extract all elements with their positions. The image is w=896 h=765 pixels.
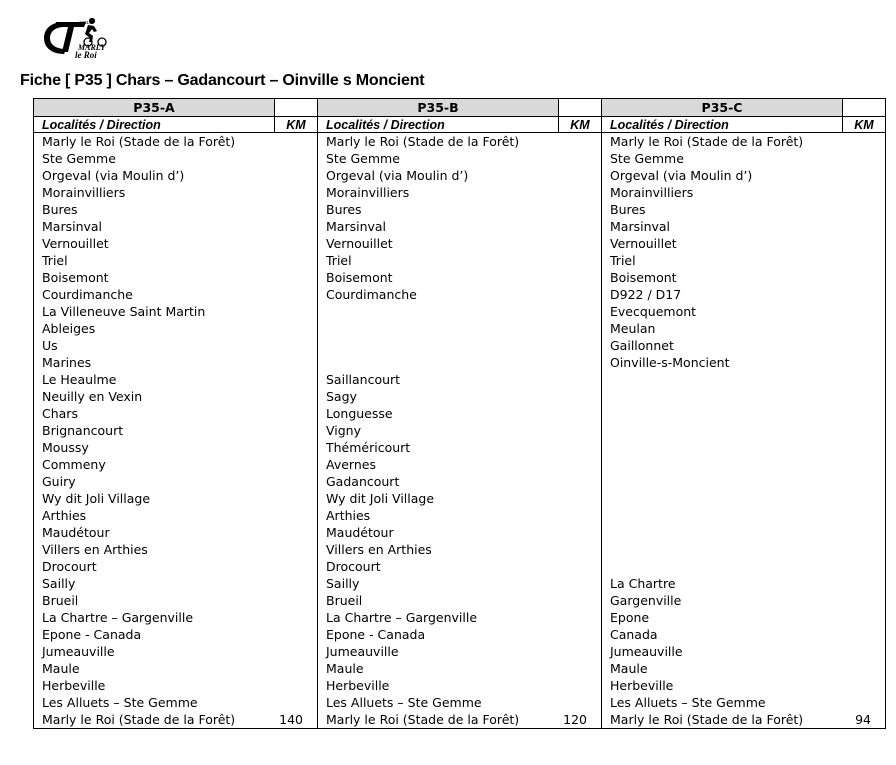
km-cell-p35b	[559, 269, 602, 286]
localite-cell-p35a: Ableiges	[34, 320, 275, 337]
route-table	[33, 98, 886, 729]
localite-cell-p35a: Vernouillet	[34, 235, 275, 252]
localite-cell-p35a: Brueil	[34, 592, 275, 609]
km-cell-p35a	[275, 201, 318, 218]
subheader-localites: Localités / Direction	[602, 117, 843, 133]
km-cell-p35a	[275, 235, 318, 252]
localite-cell-p35b: Marsinval	[318, 218, 559, 235]
table-row	[34, 354, 886, 371]
km-cell-p35c	[843, 286, 886, 303]
localite-cell-p35a: Morainvilliers	[34, 184, 275, 201]
column-header-p35c: P35-C	[602, 99, 843, 117]
km-cell-p35a	[275, 456, 318, 473]
km-cell-p35b	[559, 507, 602, 524]
km-cell-p35c	[843, 354, 886, 371]
km-cell-p35b	[559, 694, 602, 711]
localite-cell-p35a: Marly le Roi (Stade de la Forêt)	[34, 133, 275, 151]
km-cell-p35a	[275, 592, 318, 609]
table-row	[34, 439, 886, 456]
localite-cell-p35c: Vernouillet	[602, 235, 843, 252]
localite-cell-p35b: Epone - Canada	[318, 626, 559, 643]
km-cell-p35c	[843, 609, 886, 626]
total-km-p35c: 94	[843, 711, 886, 729]
route-body	[34, 133, 886, 729]
localite-cell-p35a: Guiry	[34, 473, 275, 490]
logo-name-line1: MARLY	[78, 43, 106, 52]
localite-cell-p35c	[602, 541, 843, 558]
km-cell-p35a	[275, 320, 318, 337]
localite-cell-p35b: Wy dit Joli Village	[318, 490, 559, 507]
page-title: Fiche [ P35 ] Chars – Gadancourt – Oinville s Moncient	[20, 72, 425, 89]
localite-cell-p35b: Saillancourt	[318, 371, 559, 388]
km-cell-p35b	[559, 405, 602, 422]
localite-cell-p35b: Triel	[318, 252, 559, 269]
table-row	[34, 558, 886, 575]
localite-cell-p35b	[318, 337, 559, 354]
km-cell-p35c	[843, 524, 886, 541]
km-cell-p35a	[275, 473, 318, 490]
localite-cell-p35b: Longuesse	[318, 405, 559, 422]
subheader-km: KM	[275, 117, 318, 133]
km-cell-p35c	[843, 235, 886, 252]
total-row	[34, 711, 886, 729]
table-row	[34, 643, 886, 660]
km-cell-p35b	[559, 473, 602, 490]
localite-cell-p35b: Sagy	[318, 388, 559, 405]
localite-cell-p35a: Bures	[34, 201, 275, 218]
table-row	[34, 541, 886, 558]
km-cell-p35b	[559, 218, 602, 235]
km-cell-p35a	[275, 609, 318, 626]
localite-cell-p35c: Oinville-s-Moncient	[602, 354, 843, 371]
km-cell-p35b	[559, 286, 602, 303]
localite-cell-p35a: Marines	[34, 354, 275, 371]
localite-cell-p35a: Les Alluets – Ste Gemme	[34, 694, 275, 711]
localite-cell-p35c: Herbeville	[602, 677, 843, 694]
km-cell-p35b	[559, 677, 602, 694]
total-localite-p35c: Marly le Roi (Stade de la Forêt)	[602, 711, 843, 729]
table-row	[34, 473, 886, 490]
km-cell-p35c	[843, 133, 886, 151]
km-cell-p35b	[559, 524, 602, 541]
km-cell-p35b	[559, 643, 602, 660]
km-cell-p35c	[843, 507, 886, 524]
table-row	[34, 150, 886, 167]
table-row	[34, 422, 886, 439]
km-cell-p35a	[275, 286, 318, 303]
logo-name-line2: le Roi	[75, 50, 97, 60]
table-row	[34, 490, 886, 507]
table-row	[34, 235, 886, 252]
km-cell-p35b	[559, 592, 602, 609]
km-cell-p35b	[559, 133, 602, 151]
km-cell-p35a	[275, 541, 318, 558]
localite-cell-p35c	[602, 473, 843, 490]
localite-cell-p35a: Sailly	[34, 575, 275, 592]
localite-cell-p35a: Epone - Canada	[34, 626, 275, 643]
localite-cell-p35c	[602, 490, 843, 507]
localite-cell-p35a: Maule	[34, 660, 275, 677]
localite-cell-p35b: Vernouillet	[318, 235, 559, 252]
km-cell-p35b	[559, 252, 602, 269]
localite-cell-p35b: Brueil	[318, 592, 559, 609]
total-km-p35b: 120	[559, 711, 602, 729]
localite-cell-p35a: Orgeval (via Moulin d’)	[34, 167, 275, 184]
km-cell-p35a	[275, 660, 318, 677]
column-header-p35a: P35-A	[34, 99, 275, 117]
localite-cell-p35c: Orgeval (via Moulin d’)	[602, 167, 843, 184]
km-cell-p35b	[559, 337, 602, 354]
table-row	[34, 218, 886, 235]
localite-cell-p35c: Jumeauville	[602, 643, 843, 660]
localite-cell-p35a: Maudétour	[34, 524, 275, 541]
km-cell-p35b	[559, 388, 602, 405]
km-cell-p35b	[559, 167, 602, 184]
km-cell-p35b	[559, 660, 602, 677]
localite-cell-p35c: Evecquemont	[602, 303, 843, 320]
localite-cell-p35a: Arthies	[34, 507, 275, 524]
localite-cell-p35a: La Chartre – Gargenville	[34, 609, 275, 626]
localite-cell-p35b: Marly le Roi (Stade de la Forêt)	[318, 133, 559, 151]
table-row	[34, 371, 886, 388]
localite-cell-p35c: Gaillonnet	[602, 337, 843, 354]
table-row	[34, 405, 886, 422]
table-row	[34, 184, 886, 201]
localite-cell-p35c: Meulan	[602, 320, 843, 337]
table-row	[34, 133, 886, 151]
localite-cell-p35b: Théméricourt	[318, 439, 559, 456]
localite-cell-p35a: Villers en Arthies	[34, 541, 275, 558]
subheader-localites: Localités / Direction	[318, 117, 559, 133]
localite-cell-p35a: Courdimanche	[34, 286, 275, 303]
km-cell-p35a	[275, 354, 318, 371]
km-cell-p35a	[275, 303, 318, 320]
km-cell-p35c	[843, 592, 886, 609]
column-header-p35b: P35-B	[318, 99, 559, 117]
localite-cell-p35a: Moussy	[34, 439, 275, 456]
km-cell-p35c	[843, 575, 886, 592]
localite-cell-p35c: Les Alluets – Ste Gemme	[602, 694, 843, 711]
km-cell-p35b	[559, 558, 602, 575]
localite-cell-p35a: Boisemont	[34, 269, 275, 286]
total-localite-p35a: Marly le Roi (Stade de la Forêt)	[34, 711, 275, 729]
km-cell-p35b	[559, 541, 602, 558]
km-cell-p35a	[275, 490, 318, 507]
localite-cell-p35c: Gargenville	[602, 592, 843, 609]
localite-cell-p35b	[318, 354, 559, 371]
km-cell-p35c	[843, 626, 886, 643]
localite-cell-p35b	[318, 320, 559, 337]
localite-cell-p35a: Chars	[34, 405, 275, 422]
km-cell-p35a	[275, 184, 318, 201]
table-row	[34, 456, 886, 473]
km-cell-p35c	[843, 371, 886, 388]
km-cell-p35a	[275, 371, 318, 388]
km-cell-p35c	[843, 184, 886, 201]
table-row	[34, 337, 886, 354]
localite-cell-p35c: Maule	[602, 660, 843, 677]
total-km-p35a: 140	[275, 711, 318, 729]
km-cell-p35c	[843, 337, 886, 354]
localite-cell-p35a: Brignancourt	[34, 422, 275, 439]
localite-cell-p35a: Commeny	[34, 456, 275, 473]
localite-cell-p35b: Jumeauville	[318, 643, 559, 660]
table-row	[34, 320, 886, 337]
localite-cell-p35c	[602, 422, 843, 439]
localite-cell-p35c: Morainvilliers	[602, 184, 843, 201]
km-cell-p35a	[275, 524, 318, 541]
localite-cell-p35b: Villers en Arthies	[318, 541, 559, 558]
localite-cell-p35c: Marly le Roi (Stade de la Forêt)	[602, 133, 843, 151]
localite-cell-p35a: La Villeneuve Saint Martin	[34, 303, 275, 320]
km-cell-p35c	[843, 541, 886, 558]
km-cell-p35c	[843, 694, 886, 711]
localite-cell-p35b: Courdimanche	[318, 286, 559, 303]
localite-cell-p35a: Wy dit Joli Village	[34, 490, 275, 507]
km-cell-p35c	[843, 643, 886, 660]
subheader-localites: Localités / Direction	[34, 117, 275, 133]
km-cell-p35b	[559, 371, 602, 388]
table-row	[34, 507, 886, 524]
km-cell-p35a	[275, 388, 318, 405]
localite-cell-p35c: Triel	[602, 252, 843, 269]
localite-cell-p35a: Drocourt	[34, 558, 275, 575]
km-cell-p35c	[843, 660, 886, 677]
localite-cell-p35b	[318, 303, 559, 320]
table-row	[34, 609, 886, 626]
localite-cell-p35c: La Chartre	[602, 575, 843, 592]
km-cell-p35b	[559, 150, 602, 167]
localite-cell-p35b: Vigny	[318, 422, 559, 439]
km-cell-p35a	[275, 626, 318, 643]
localite-cell-p35b: Les Alluets – Ste Gemme	[318, 694, 559, 711]
localite-cell-p35c	[602, 388, 843, 405]
localite-cell-p35b: Orgeval (via Moulin d’)	[318, 167, 559, 184]
localite-cell-p35c: Boisemont	[602, 269, 843, 286]
km-cell-p35a	[275, 133, 318, 151]
logo-year: 1981	[79, 20, 90, 25]
km-cell-p35c	[843, 677, 886, 694]
km-cell-p35a	[275, 337, 318, 354]
localite-cell-p35c	[602, 524, 843, 541]
subheader-km: KM	[559, 117, 602, 133]
km-cell-p35b	[559, 490, 602, 507]
km-cell-p35c	[843, 456, 886, 473]
table-row	[34, 269, 886, 286]
table-row	[34, 575, 886, 592]
km-cell-p35b	[559, 201, 602, 218]
km-cell-p35a	[275, 643, 318, 660]
table-row	[34, 677, 886, 694]
km-cell-p35a	[275, 252, 318, 269]
km-cell-p35c	[843, 490, 886, 507]
km-cell-p35c	[843, 422, 886, 439]
km-cell-p35c	[843, 167, 886, 184]
localite-cell-p35b: Herbeville	[318, 677, 559, 694]
localite-cell-p35c: Marsinval	[602, 218, 843, 235]
km-cell-p35b	[559, 422, 602, 439]
localite-cell-p35b: Avernes	[318, 456, 559, 473]
table-row	[34, 201, 886, 218]
localite-cell-p35a: Triel	[34, 252, 275, 269]
km-cell-p35b	[559, 354, 602, 371]
table-row	[34, 694, 886, 711]
localite-cell-p35b: La Chartre – Gargenville	[318, 609, 559, 626]
km-cell-p35a	[275, 439, 318, 456]
km-cell-p35c	[843, 320, 886, 337]
km-cell-p35c	[843, 201, 886, 218]
km-cell-p35b	[559, 626, 602, 643]
km-cell-p35b	[559, 184, 602, 201]
km-cell-p35c	[843, 558, 886, 575]
subheader-km: KM	[843, 117, 886, 133]
localite-cell-p35b: Sailly	[318, 575, 559, 592]
km-cell-p35c	[843, 150, 886, 167]
localite-cell-p35a: Us	[34, 337, 275, 354]
km-cell-p35b	[559, 320, 602, 337]
km-cell-p35b	[559, 575, 602, 592]
km-cell-p35a	[275, 167, 318, 184]
localite-cell-p35c: Bures	[602, 201, 843, 218]
localite-cell-p35c: Epone	[602, 609, 843, 626]
km-cell-p35b	[559, 235, 602, 252]
km-cell-p35c	[843, 405, 886, 422]
localite-cell-p35b: Morainvilliers	[318, 184, 559, 201]
km-cell-p35c	[843, 269, 886, 286]
table-row	[34, 286, 886, 303]
localite-cell-p35c	[602, 439, 843, 456]
table-row	[34, 388, 886, 405]
localite-cell-p35a: Ste Gemme	[34, 150, 275, 167]
km-cell-p35a	[275, 507, 318, 524]
localite-cell-p35c	[602, 371, 843, 388]
km-cell-p35b	[559, 439, 602, 456]
localite-cell-p35b: Ste Gemme	[318, 150, 559, 167]
km-cell-p35b	[559, 303, 602, 320]
table-row	[34, 626, 886, 643]
localite-cell-p35b: Arthies	[318, 507, 559, 524]
localite-cell-p35c	[602, 456, 843, 473]
km-cell-p35a	[275, 677, 318, 694]
km-cell-p35a	[275, 694, 318, 711]
total-localite-p35b: Marly le Roi (Stade de la Forêt)	[318, 711, 559, 729]
localite-cell-p35c: Ste Gemme	[602, 150, 843, 167]
km-cell-p35a	[275, 422, 318, 439]
table-row	[34, 167, 886, 184]
localite-cell-p35c	[602, 405, 843, 422]
table-row	[34, 592, 886, 609]
km-cell-p35a	[275, 218, 318, 235]
km-cell-p35c	[843, 439, 886, 456]
km-cell-p35b	[559, 456, 602, 473]
km-cell-p35a	[275, 150, 318, 167]
km-cell-p35a	[275, 575, 318, 592]
localite-cell-p35c	[602, 507, 843, 524]
localite-cell-p35a: Neuilly en Vexin	[34, 388, 275, 405]
table-row	[34, 252, 886, 269]
localite-cell-p35a: Herbeville	[34, 677, 275, 694]
localite-cell-p35c: D922 / D17	[602, 286, 843, 303]
table-row	[34, 524, 886, 541]
km-cell-p35a	[275, 405, 318, 422]
km-cell-p35a	[275, 269, 318, 286]
km-cell-p35c	[843, 218, 886, 235]
km-cell-p35c	[843, 252, 886, 269]
table-row	[34, 303, 886, 320]
km-cell-p35c	[843, 303, 886, 320]
localite-cell-p35b: Bures	[318, 201, 559, 218]
localite-cell-p35b: Maule	[318, 660, 559, 677]
localite-cell-p35a: Jumeauville	[34, 643, 275, 660]
localite-cell-p35a: Le Heaulme	[34, 371, 275, 388]
km-cell-p35c	[843, 473, 886, 490]
localite-cell-p35c: Canada	[602, 626, 843, 643]
localite-cell-p35b: Maudétour	[318, 524, 559, 541]
km-cell-p35a	[275, 558, 318, 575]
localite-cell-p35b: Drocourt	[318, 558, 559, 575]
club-logo	[42, 16, 112, 60]
km-cell-p35c	[843, 388, 886, 405]
localite-cell-p35c	[602, 558, 843, 575]
localite-cell-p35a: Marsinval	[34, 218, 275, 235]
localite-cell-p35b: Boisemont	[318, 269, 559, 286]
km-cell-p35b	[559, 609, 602, 626]
localite-cell-p35b: Gadancourt	[318, 473, 559, 490]
table-row	[34, 660, 886, 677]
